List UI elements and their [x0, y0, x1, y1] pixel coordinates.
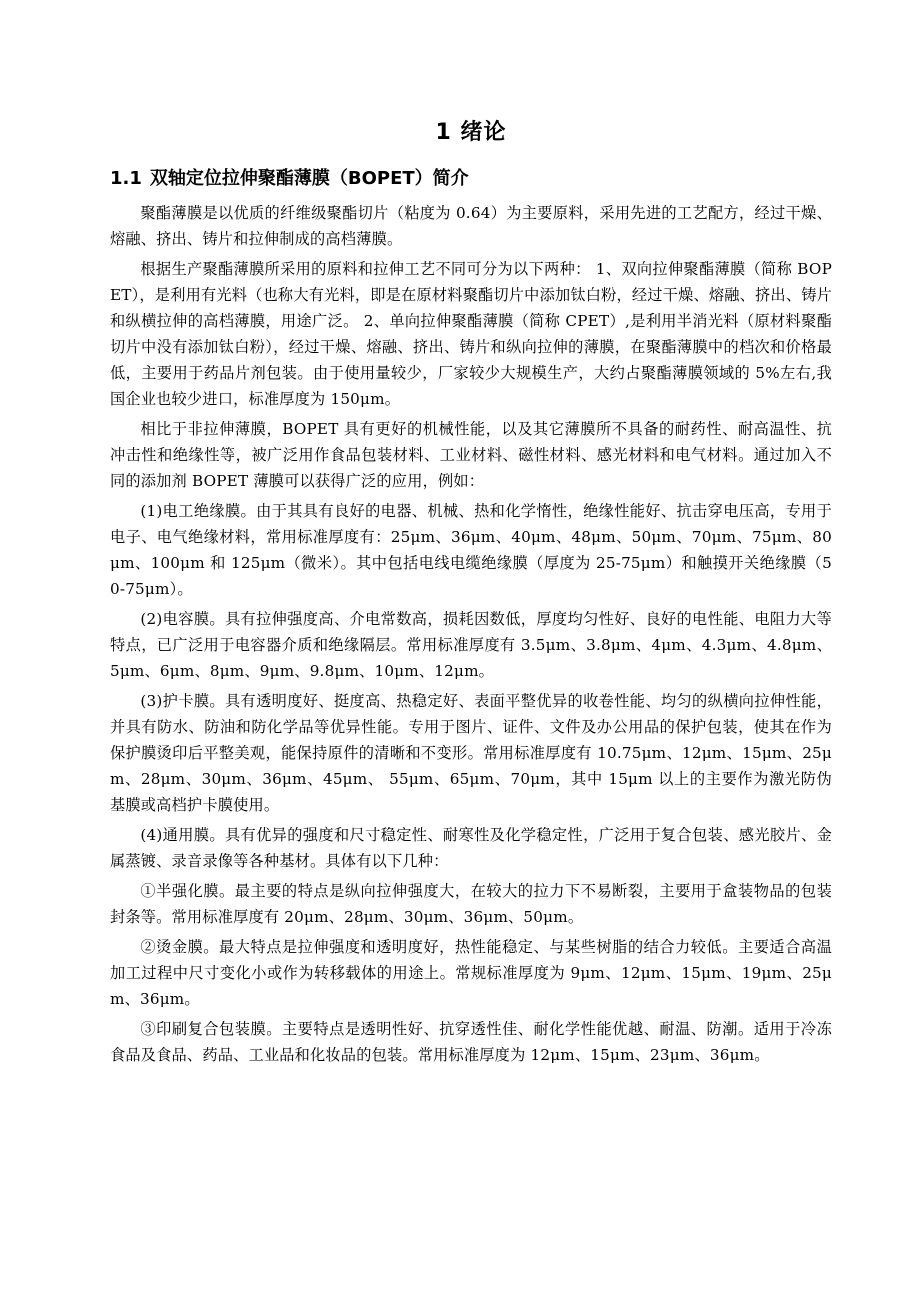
paragraph-hot-stamping-film: ②烫金膜。最大特点是拉伸强度和透明度好，热性能稳定、与某些树脂的结合力较低。主要适合高温加工过程中尺寸变化小或作为转移载体的用途上。常规标准厚度为 9μm、12μm、15μm、19μm、25μm、36μm。: [110, 938, 832, 1008]
paragraph-types: 根据生产聚酯薄膜所采用的原料和拉伸工艺不同可分为以下两种： 1、双向拉伸聚酯薄膜（简称 BOPET），是利用有光料（也称大有光料，即是在原材料聚酯切片中添加钛白粉，经过干燥、熔融、挤出、铸片和纵横拉伸的高档薄膜，用途广泛。 2、单向拉伸聚酯薄膜（简称 CPET）,是利用半消光料（原材料聚酯切片中没有添加钛白粉），经过干燥、熔融、挤出、铸片和纵向拉伸的薄膜，在聚酯薄膜中的档次和价格最低，主要用于药品片剂包装。由于使用量较少，厂家较少大规模生产，大约占聚酯薄膜领域的 5%左右,我国企业也较少进口，标准厚度为 150μm。: [110, 260, 832, 408]
section-heading: [110, 166, 832, 192]
chapter-title: 1 绪论: [435, 120, 507, 145]
paragraph-intro: 聚酯薄膜是以优质的纤维级聚酯切片（粘度为 0.64）为主要原料，采用先进的工艺配方，经过干燥、熔融、挤出、铸片和拉伸制成的高档薄膜。: [110, 204, 832, 248]
document-page: [110, 118, 832, 1072]
paragraph-advantages: 相比于非拉伸薄膜，BOPET 具有更好的机械性能，以及其它薄膜所不具备的耐药性、耐高温性、抗冲击性和绝缘性等，被广泛用作食品包装材料、工业材料、磁性材料、感光材料和电气材料。通过加入不同的添加剂 BOPET 薄膜可以获得广泛的应用，例如：: [110, 420, 832, 490]
paragraph-insulation-film: (1)电工绝缘膜。由于其具有良好的电器、机械、热和化学惰性，绝缘性能好、抗击穿电压高，专用于电子、电气绝缘材料，常用标准厚度有：25μm、36μm、40μm、48μm、50μm、70μm、75μm、80μm、100μm 和 125μm（微米）。其中包括电线电缆绝缘膜（厚度为 25-75μm）和触摸开关绝缘膜（50-75μm）。: [110, 502, 832, 598]
section-title: 双轴定位拉伸聚酯薄膜（BOPET）简介: [149, 168, 469, 189]
paragraph-semi-reinforced-film: ①半强化膜。最主要的特点是纵向拉伸强度大，在较大的拉力下不易断裂，主要用于盒装物品的包装封条等。常用标准厚度有 20μm、28μm、30μm、36μm、50μm。: [110, 882, 832, 926]
section-number: 1.1: [110, 168, 142, 189]
paragraph-card-film: (3)护卡膜。具有透明度好、挺度高、热稳定好、表面平整优异的收卷性能、均匀的纵横向拉伸性能，并具有防水、防油和防化学品等优异性能。专用于图片、证件、文件及办公用品的保护包装，使其在作为保护膜烫印后平整美观，能保持原件的清晰和不变形。常用标准厚度有 10.75μm、12μm、15μm、25μm、28μm、30μm、36μm、45μm、 55μm、65μm、70μm，其中 15μm 以上的主要作为激光防伪基膜或高档护卡膜使用。: [110, 692, 832, 814]
paragraph-general-film: (4)通用膜。具有优异的强度和尺寸稳定性、耐寒性及化学稳定性，广泛用于复合包装、感光胶片、金属蒸镀、录音录像等各种基材。具体有以下几种：: [110, 826, 832, 870]
paragraph-printing-film: ③印刷复合包装膜。主要特点是透明性好、抗穿透性佳、耐化学性能优越、耐温、防潮。适用于冷冻食品及食品、药品、工业品和化妆品的包装。常用标准厚度为 12μm、15μm、23μm、36μm。: [110, 1020, 832, 1064]
paragraph-capacitor-film: (2)电容膜。具有拉伸强度高、介电常数高，损耗因数低，厚度均匀性好、良好的电性能、电阻力大等特点，已广泛用于电容器介质和绝缘隔层。常用标准厚度有 3.5μm、3.8μm、4μm、4.3μm、4.8μm、5μm、6μm、8μm、9μm、9.8μm、10μm、12μm。: [110, 610, 832, 680]
